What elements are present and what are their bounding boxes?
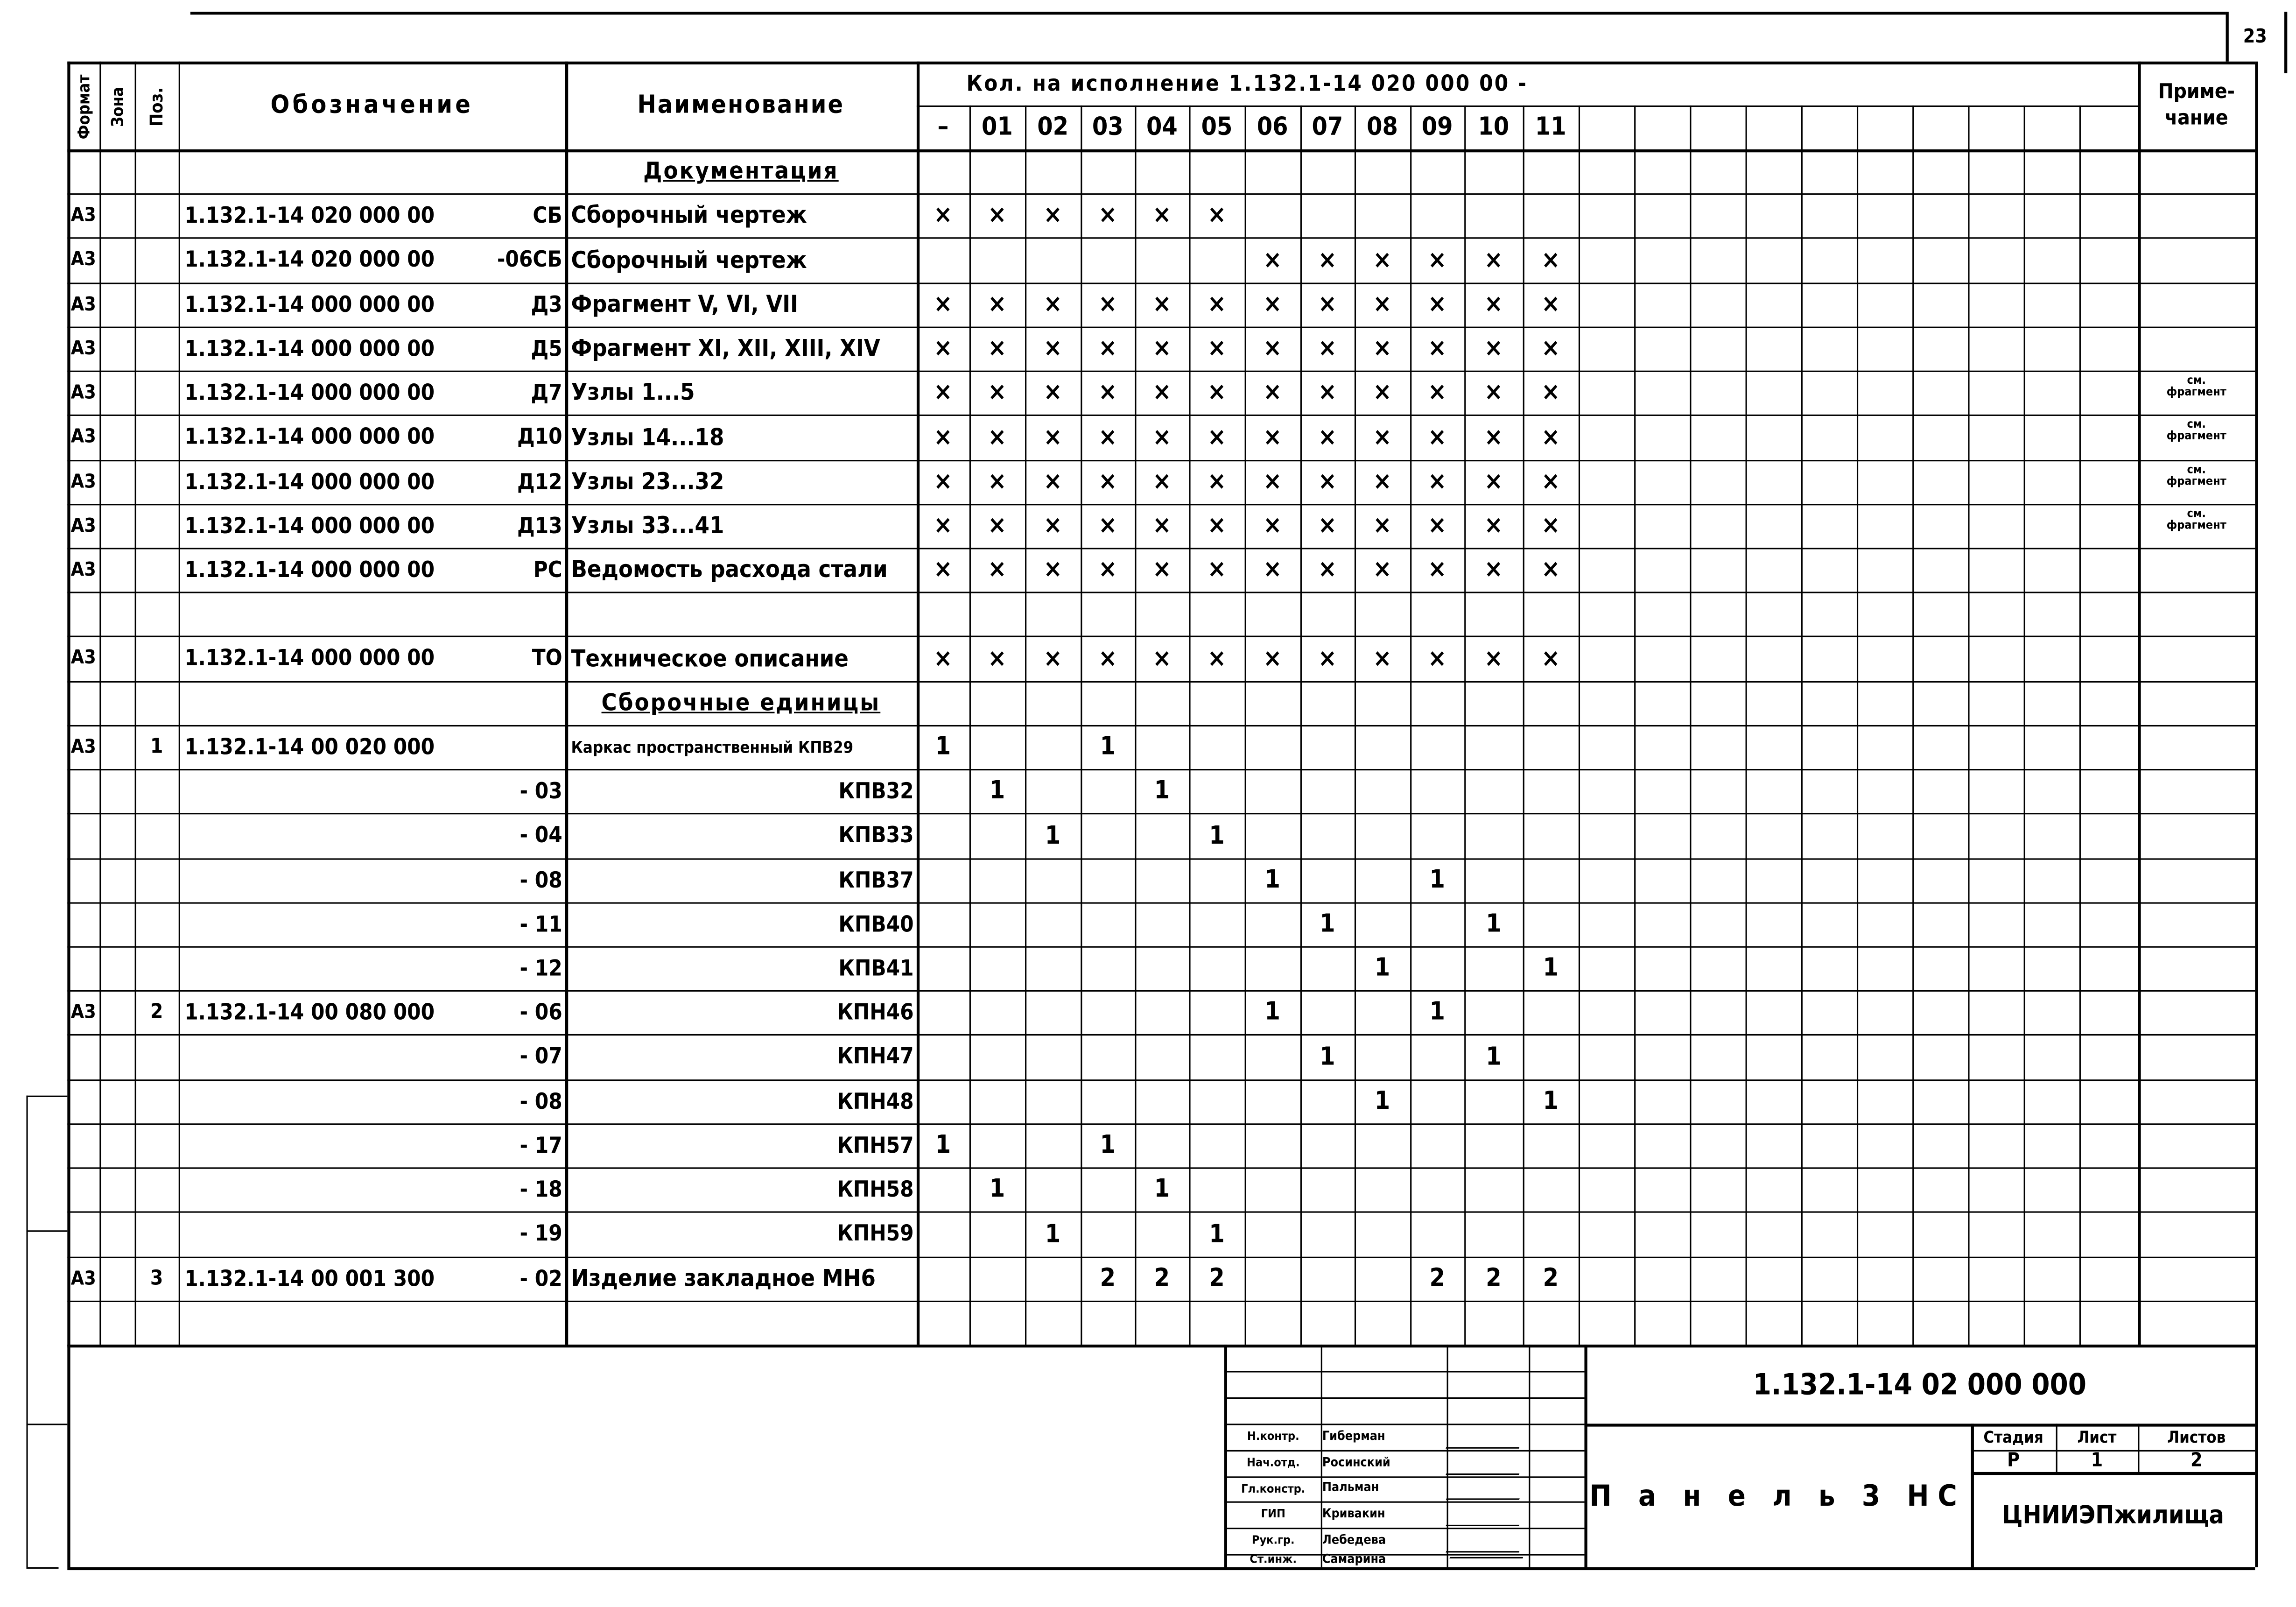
note-see-fragment: см. фрагмент	[2166, 373, 2226, 399]
cross-mark: ×	[1541, 423, 1560, 452]
signature-name: Росинский	[1322, 1455, 1390, 1470]
cross-mark: ×	[934, 290, 953, 319]
signature-role: Рук.гр.	[1251, 1533, 1295, 1547]
cross-mark: ×	[1152, 378, 1172, 408]
signature-role: ГИП	[1261, 1507, 1285, 1521]
sheets-label: Листов	[2167, 1427, 2226, 1446]
rule-line	[67, 1301, 2255, 1303]
row-name: Фрагмент V, VI, VII	[571, 290, 798, 318]
signature-name: Пальман	[1322, 1481, 1379, 1496]
variant-header-8: 08	[1367, 112, 1398, 141]
sheet-number: 23	[2243, 25, 2267, 48]
row-name: КПВ37	[838, 866, 914, 893]
rule-line	[67, 1079, 2255, 1081]
rule-line	[67, 902, 2255, 904]
handwritten-signature	[1446, 1427, 1527, 1449]
rule-line	[26, 1230, 67, 1232]
rule-line	[1529, 1345, 1531, 1567]
quantity-value: 1	[1209, 1219, 1225, 1249]
cross-mark: ×	[1484, 511, 1503, 541]
cross-mark: ×	[1043, 643, 1062, 673]
variant-header-5: 05	[1201, 112, 1233, 141]
cross-mark: ×	[1484, 334, 1503, 364]
cross-mark: ×	[1541, 511, 1560, 541]
cross-mark: ×	[1207, 334, 1227, 364]
variant-header-1: 01	[982, 112, 1013, 141]
row-name: Фрагмент XI, XII, XIII, XIV	[571, 334, 880, 362]
cross-mark: ×	[1207, 378, 1227, 408]
row-position: 2	[150, 1000, 163, 1024]
cross-mark: ×	[1373, 290, 1392, 319]
cross-mark: ×	[988, 378, 1007, 408]
quantity-value: 1	[1264, 866, 1280, 895]
row-designation-suffix: Д13	[517, 512, 562, 538]
quantity-value: 1	[989, 1175, 1005, 1204]
row-name: Сборочный чертеж	[571, 200, 807, 229]
row-designation: 1.132.1-14 000 000 00	[184, 644, 435, 671]
rule-line	[67, 1211, 2255, 1213]
cross-mark: ×	[1318, 290, 1337, 319]
row-designation-suffix: - 08	[520, 1087, 562, 1114]
row-designation-suffix: - 19	[520, 1220, 562, 1247]
row-name: КПН46	[837, 998, 914, 1025]
cross-mark: ×	[934, 423, 953, 452]
row-designation-suffix: - 06	[520, 998, 562, 1025]
variant-header-10: 10	[1478, 112, 1510, 141]
rule-line	[2284, 12, 2287, 73]
cross-mark: ×	[1043, 511, 1062, 541]
cross-mark: ×	[1098, 423, 1117, 452]
signature-name: Лебедева	[1322, 1533, 1386, 1548]
rule-line	[99, 62, 101, 1345]
row-position: 1	[150, 735, 163, 759]
cross-mark: ×	[1207, 467, 1227, 497]
row-designation: 1.132.1-14 000 000 00	[184, 378, 435, 405]
quantity-value: 1	[1154, 776, 1170, 806]
row-name: Узлы 33...41	[571, 511, 724, 539]
rule-line	[135, 62, 137, 1345]
row-name: Ведомость расхода стали	[571, 555, 888, 583]
row-designation: 1.132.1-14 000 000 00	[184, 334, 435, 361]
cross-mark: ×	[1152, 334, 1172, 364]
variant-header-11: 11	[1535, 112, 1566, 141]
document-title: П а н е л ь 3 НС	[1589, 1478, 1966, 1513]
row-name: Узлы 23...32	[571, 467, 724, 495]
row-name: Техническое описание	[571, 643, 849, 672]
cross-mark: ×	[1484, 467, 1503, 497]
rule-line	[67, 592, 2255, 593]
row-designation-suffix: -06СБ	[497, 246, 562, 273]
cross-mark: ×	[934, 511, 953, 541]
note-see-fragment: см. фрагмент	[2166, 463, 2226, 488]
quantity-value: 1	[1320, 909, 1335, 939]
row-designation: 1.132.1-14 000 000 00	[184, 468, 435, 494]
cross-mark: ×	[1318, 555, 1337, 585]
row-name: Сборочный чертеж	[571, 245, 807, 274]
cross-mark: ×	[1318, 643, 1337, 673]
cross-mark: ×	[1484, 555, 1503, 585]
cross-mark: ×	[1263, 423, 1282, 452]
cross-mark: ×	[1428, 643, 1447, 673]
handwritten-signature	[1449, 1557, 1523, 1558]
cross-mark: ×	[1207, 200, 1227, 230]
signature-name: Гиберман	[1322, 1429, 1385, 1444]
row-name: КПВ41	[838, 954, 914, 981]
cross-mark: ×	[1098, 334, 1117, 364]
rule-line	[67, 858, 2255, 860]
rule-line	[2138, 62, 2141, 1345]
row-designation-suffix: СБ	[533, 201, 562, 228]
row-name: КПН58	[837, 1175, 914, 1202]
cross-mark: ×	[1043, 555, 1062, 585]
quantity-value: 1	[1486, 909, 1502, 939]
cross-mark: ×	[1098, 200, 1117, 230]
cross-mark: ×	[1428, 290, 1447, 319]
quantity-value: 1	[935, 1130, 951, 1160]
cross-mark: ×	[1263, 555, 1282, 585]
variant-header-2: 02	[1037, 112, 1069, 141]
signature-role: Гл.констр.	[1241, 1481, 1306, 1495]
row-designation-suffix: Д5	[531, 334, 562, 361]
quantity-value: 2	[1486, 1264, 1502, 1294]
row-format: А3	[70, 294, 96, 316]
cross-mark: ×	[934, 555, 953, 585]
row-position: 3	[150, 1267, 163, 1290]
header-pos: Поз.	[146, 87, 167, 127]
cross-mark: ×	[1043, 378, 1062, 408]
row-designation: 1.132.1-14 00 001 300	[184, 1264, 435, 1291]
rule-line	[67, 149, 2255, 152]
cross-mark: ×	[934, 378, 953, 408]
cross-mark: ×	[1207, 643, 1227, 673]
quantity-value: 1	[1100, 732, 1116, 762]
cross-mark: ×	[1098, 511, 1117, 541]
cross-mark: ×	[1098, 378, 1117, 408]
header-note: Приме- чание	[2158, 80, 2235, 131]
cross-mark: ×	[1484, 290, 1503, 319]
cross-mark: ×	[988, 511, 1007, 541]
quantity-value: 1	[935, 732, 951, 762]
cross-mark: ×	[1428, 467, 1447, 497]
rule-line	[179, 62, 181, 1345]
quantity-value: 1	[1543, 953, 1559, 983]
signature-role: Ст.инж.	[1250, 1552, 1297, 1566]
cross-mark: ×	[1152, 200, 1172, 230]
row-format: А3	[70, 647, 96, 670]
cross-mark: ×	[1484, 423, 1503, 452]
cross-mark: ×	[1318, 378, 1337, 408]
row-designation-suffix: - 17	[520, 1131, 562, 1158]
row-name: КПН59	[837, 1220, 914, 1247]
row-name: КПН57	[837, 1131, 914, 1158]
cross-mark: ×	[1373, 511, 1392, 541]
row-designation-suffix: - 08	[520, 866, 562, 893]
cross-mark: ×	[1428, 245, 1447, 275]
stage-label: Стадия	[1983, 1427, 2043, 1446]
row-format: А3	[70, 204, 96, 226]
cross-mark: ×	[1541, 334, 1560, 364]
variant-header-4: 04	[1146, 112, 1178, 141]
cross-mark: ×	[1098, 643, 1117, 673]
header-zone: Зона	[107, 87, 127, 127]
row-designation: 1.132.1-14 000 000 00	[184, 556, 435, 583]
quantity-value: 2	[1543, 1264, 1559, 1294]
cross-mark: ×	[934, 334, 953, 364]
rule-line	[26, 1096, 28, 1567]
quantity-value: 1	[1320, 1042, 1335, 1071]
row-name: КПН48	[837, 1087, 914, 1114]
cross-mark: ×	[1541, 555, 1560, 585]
quantity-value: 1	[1429, 866, 1445, 895]
handwritten-signature	[1446, 1504, 1527, 1526]
row-designation: 1.132.1-14 000 000 00	[184, 423, 435, 450]
note-see-fragment: см. фрагмент	[2166, 507, 2226, 533]
row-designation: 1.132.1-14 000 000 00	[184, 290, 435, 317]
rule-line	[2226, 12, 2228, 62]
cross-mark: ×	[1263, 467, 1282, 497]
cross-mark: ×	[1263, 334, 1282, 364]
rule-line	[67, 681, 2255, 683]
quantity-value: 1	[1100, 1130, 1116, 1160]
quantity-value: 2	[1429, 1264, 1445, 1294]
quantity-value: 1	[1429, 997, 1445, 1027]
handwritten-signature	[1446, 1480, 1527, 1500]
row-name: Каркас пространственный КПВ29	[571, 737, 854, 757]
cross-mark: ×	[1263, 290, 1282, 319]
variant-header-7: 07	[1312, 112, 1343, 141]
cross-mark: ×	[934, 467, 953, 497]
variant-header-0: –	[937, 112, 949, 141]
rule-line	[1224, 1397, 1585, 1399]
row-designation: 1.132.1-14 000 000 00	[184, 512, 435, 538]
quantity-value: 1	[1154, 1175, 1170, 1204]
cross-mark: ×	[1318, 423, 1337, 452]
cross-mark: ×	[1152, 643, 1172, 673]
note-see-fragment: см. фрагмент	[2166, 417, 2226, 443]
quantity-value: 1	[1045, 821, 1061, 851]
cross-mark: ×	[1043, 290, 1062, 319]
row-format: А3	[70, 338, 96, 360]
rule-line	[67, 1567, 2255, 1570]
cross-mark: ×	[1318, 334, 1337, 364]
signature-role: Нач.отд.	[1246, 1456, 1300, 1469]
cross-mark: ×	[1428, 423, 1447, 452]
row-designation: 1.132.1-14 00 080 000	[184, 998, 435, 1025]
row-designation-suffix: Д7	[531, 378, 562, 405]
row-name: КПВ40	[838, 910, 914, 937]
rule-line	[1447, 1345, 1449, 1567]
cross-mark: ×	[988, 423, 1007, 452]
row-format: А3	[70, 515, 96, 537]
cross-mark: ×	[1043, 334, 1062, 364]
row-name: Изделие закладное МН6	[571, 1264, 876, 1292]
cross-mark: ×	[1373, 378, 1392, 408]
cross-mark: ×	[1152, 423, 1172, 452]
quantity-value: 2	[1154, 1264, 1170, 1294]
row-format: А3	[70, 1001, 96, 1023]
header-name: Наименование	[637, 90, 845, 120]
row-designation-suffix: ТО	[532, 644, 562, 671]
cross-mark: ×	[1263, 511, 1282, 541]
cross-mark: ×	[934, 200, 953, 230]
cross-mark: ×	[988, 555, 1007, 585]
cross-mark: ×	[1373, 467, 1392, 497]
rule-line	[26, 1096, 67, 1098]
cross-mark: ×	[988, 643, 1007, 673]
signature-name: Самарина	[1322, 1552, 1386, 1567]
variant-header-9: 09	[1421, 112, 1453, 141]
cross-mark: ×	[1541, 467, 1560, 497]
sheet-label: Лист	[2077, 1427, 2117, 1446]
cross-mark: ×	[1541, 643, 1560, 673]
rule-line	[67, 813, 2255, 815]
row-name: Узлы 14...18	[571, 423, 724, 451]
organization-name: ЦНИИЭПжилища	[2001, 1501, 2224, 1530]
row-name: КПН47	[837, 1043, 914, 1070]
row-designation-suffix: - 02	[520, 1264, 562, 1291]
quantity-value: 1	[1374, 1086, 1390, 1116]
row-name: КПВ33	[838, 821, 914, 848]
row-format: А3	[70, 426, 96, 448]
row-format: А3	[70, 381, 96, 404]
cross-mark: ×	[1428, 511, 1447, 541]
row-designation-suffix: - 12	[520, 954, 562, 981]
cross-mark: ×	[1263, 643, 1282, 673]
row-designation-suffix: Д3	[531, 290, 562, 317]
section-heading: Сборочные единицы	[601, 688, 881, 717]
quantity-value: 1	[1486, 1042, 1502, 1071]
row-designation-suffix: РС	[533, 556, 562, 583]
cross-mark: ×	[1207, 555, 1227, 585]
row-name: Узлы 1...5	[571, 378, 695, 406]
handwritten-signature	[1446, 1453, 1527, 1475]
cross-mark: ×	[1098, 290, 1117, 319]
row-format: А3	[70, 736, 96, 758]
cross-mark: ×	[1373, 643, 1392, 673]
cross-mark: ×	[1373, 334, 1392, 364]
signature-role: Н.контр.	[1247, 1429, 1299, 1443]
rule-line	[67, 946, 2255, 948]
row-designation-suffix: - 11	[520, 910, 562, 937]
rule-line	[190, 12, 2226, 14]
cross-mark: ×	[1207, 290, 1227, 319]
quantity-value: 1	[1045, 1219, 1061, 1249]
cross-mark: ×	[1541, 245, 1560, 275]
cross-mark: ×	[1428, 378, 1447, 408]
quantity-value: 1	[1264, 997, 1280, 1027]
cross-mark: ×	[934, 643, 953, 673]
cross-mark: ×	[1318, 467, 1337, 497]
cross-mark: ×	[1043, 200, 1062, 230]
row-format: А3	[70, 558, 96, 581]
cross-mark: ×	[1318, 511, 1337, 541]
cross-mark: ×	[1098, 467, 1117, 497]
row-designation: 1.132.1-14 020 000 00	[184, 201, 435, 228]
quantity-value: 2	[1209, 1264, 1225, 1294]
cross-mark: ×	[1152, 290, 1172, 319]
cross-mark: ×	[1152, 555, 1172, 585]
quantity-value: 1	[1374, 953, 1390, 983]
cross-mark: ×	[1207, 511, 1227, 541]
sheets-value: 2	[2191, 1450, 2203, 1472]
cross-mark: ×	[1318, 245, 1337, 275]
row-name: КПВ32	[838, 777, 914, 804]
cross-mark: ×	[1541, 378, 1560, 408]
variant-header-3: 03	[1092, 112, 1123, 141]
cross-mark: ×	[1373, 423, 1392, 452]
header-qty-title: Кол. на исполнение 1.132.1-14 020 000 00 -	[966, 70, 1528, 97]
rule-line	[2255, 62, 2258, 1567]
variant-header-6: 06	[1257, 112, 1288, 141]
row-format: А3	[70, 1268, 96, 1290]
cross-mark: ×	[988, 467, 1007, 497]
header-format: Формат	[74, 74, 93, 140]
cross-mark: ×	[1484, 643, 1503, 673]
cross-mark: ×	[1428, 555, 1447, 585]
cross-mark: ×	[988, 290, 1007, 319]
header-designation: Обозначение	[270, 90, 474, 120]
row-designation-suffix: - 07	[520, 1043, 562, 1070]
cross-mark: ×	[1098, 555, 1117, 585]
stage-value: Р	[2007, 1450, 2020, 1472]
rule-line	[26, 1424, 67, 1425]
cross-mark: ×	[1373, 245, 1392, 275]
cross-mark: ×	[1428, 334, 1447, 364]
quantity-value: 1	[1543, 1086, 1559, 1116]
cross-mark: ×	[1373, 555, 1392, 585]
row-designation: 1.132.1-14 00 020 000	[184, 733, 435, 760]
cross-mark: ×	[1263, 245, 1282, 275]
rule-line	[1224, 1371, 1585, 1373]
quantity-value: 1	[989, 776, 1005, 806]
row-designation-suffix: Д10	[517, 423, 562, 450]
row-designation: 1.132.1-14 020 000 00	[184, 246, 435, 273]
signature-name: Кривакин	[1322, 1507, 1385, 1522]
cross-mark: ×	[1484, 245, 1503, 275]
cross-mark: ×	[1263, 378, 1282, 408]
cross-mark: ×	[1043, 423, 1062, 452]
rule-line	[67, 1034, 2255, 1036]
quantity-value: 1	[1209, 821, 1225, 851]
rule-line	[26, 1567, 58, 1569]
row-format: А3	[70, 471, 96, 493]
cross-mark: ×	[1541, 290, 1560, 319]
quantity-value: 2	[1100, 1264, 1116, 1294]
row-format: А3	[70, 249, 96, 271]
cross-mark: ×	[1152, 511, 1172, 541]
sheet-value: 1	[2091, 1450, 2103, 1472]
row-designation-suffix: - 03	[520, 777, 562, 804]
cross-mark: ×	[1484, 378, 1503, 408]
cross-mark: ×	[988, 200, 1007, 230]
cross-mark: ×	[1043, 467, 1062, 497]
handwritten-signature	[1446, 1530, 1527, 1552]
cross-mark: ×	[1207, 423, 1227, 452]
row-designation-suffix: - 18	[520, 1175, 562, 1202]
cross-mark: ×	[1152, 467, 1172, 497]
section-heading: Документация	[643, 156, 839, 185]
rule-line	[67, 1123, 2255, 1125]
row-designation-suffix: Д12	[517, 468, 562, 494]
document-designation: 1.132.1-14 02 000 000	[1753, 1367, 2087, 1402]
cross-mark: ×	[988, 334, 1007, 364]
row-designation-suffix: - 04	[520, 821, 562, 848]
